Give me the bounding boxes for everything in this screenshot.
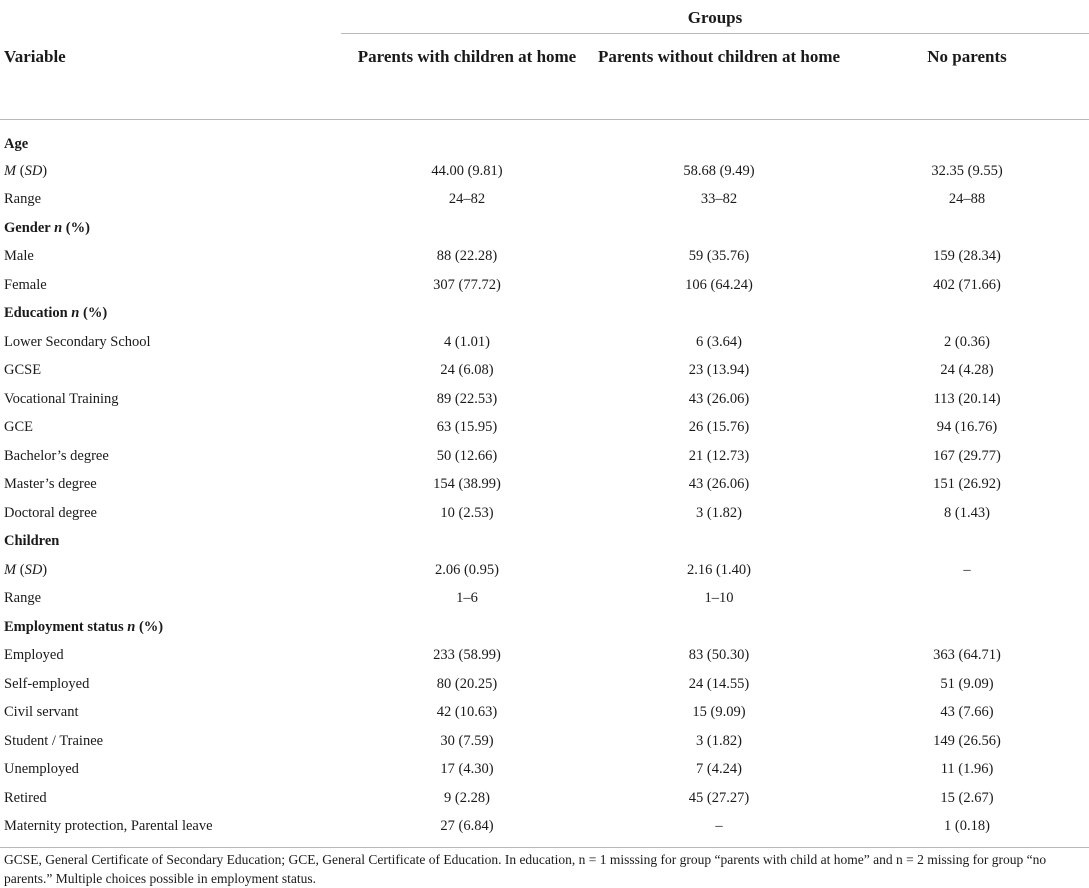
label-part: n bbox=[54, 219, 63, 236]
value-parents-with-children: 63 (15.95) bbox=[436, 419, 498, 436]
section-row bbox=[0, 214, 1089, 243]
table-row bbox=[0, 243, 1089, 272]
value-no-parents: 43 (7.66) bbox=[940, 704, 994, 721]
value-parents-with-children: 89 (22.53) bbox=[436, 390, 498, 407]
value-no-parents bbox=[845, 528, 1089, 557]
value-parents-without-children: – bbox=[593, 813, 845, 848]
table-row bbox=[0, 585, 1089, 614]
table-row bbox=[0, 784, 1089, 813]
value-parents-with-children: 9 (2.28) bbox=[444, 789, 490, 806]
table-row bbox=[0, 642, 1089, 671]
value-parents-without-children: 7 (4.24) bbox=[696, 761, 742, 778]
value-no-parents: 51 (9.09) bbox=[940, 675, 994, 692]
label-part: Maternity protection, Parental leave bbox=[4, 818, 213, 835]
section-label bbox=[0, 300, 341, 329]
label-part: Bachelor’s degree bbox=[4, 447, 109, 464]
label-part: Male bbox=[4, 248, 34, 265]
row-label bbox=[0, 556, 341, 585]
row-label bbox=[0, 670, 341, 699]
table-row bbox=[0, 442, 1089, 471]
label-part: Range bbox=[4, 191, 42, 208]
label-part: Vocational Training bbox=[4, 390, 119, 407]
table-row bbox=[0, 471, 1089, 500]
table-row bbox=[0, 271, 1089, 300]
value-parents-without-children: 6 (3.64) bbox=[696, 333, 742, 350]
value-parents-without-children bbox=[593, 214, 845, 243]
value-parents-with-children: 307 (77.72) bbox=[433, 276, 501, 293]
label-part: Civil servant bbox=[4, 704, 79, 721]
header-columns-row bbox=[0, 34, 1089, 120]
label-part: Education bbox=[4, 305, 72, 322]
row-label bbox=[0, 157, 341, 186]
value-parents-with-children: 88 (22.28) bbox=[436, 248, 498, 265]
table-row bbox=[0, 499, 1089, 528]
value-parents-without-children bbox=[593, 120, 845, 158]
row-label bbox=[0, 813, 341, 848]
value-no-parents bbox=[845, 300, 1089, 329]
value-no-parents: 402 (71.66) bbox=[933, 276, 1001, 293]
label-part: GCE bbox=[4, 419, 33, 436]
label-part: (%) bbox=[135, 618, 164, 635]
section-label bbox=[0, 528, 341, 557]
value-parents-with-children: 233 (58.99) bbox=[433, 647, 501, 664]
value-parents-with-children: 44.00 (9.81) bbox=[431, 162, 503, 179]
value-parents-with-children: 154 (38.99) bbox=[433, 476, 501, 493]
value-no-parents: 2 (0.36) bbox=[944, 333, 990, 350]
header-groups-row bbox=[0, 0, 1089, 34]
value-no-parents: 15 (2.67) bbox=[940, 789, 994, 806]
label-part: Retired bbox=[4, 789, 47, 806]
table-row bbox=[0, 414, 1089, 443]
label-part: Children bbox=[4, 533, 60, 550]
label-part: Employed bbox=[4, 647, 64, 664]
value-parents-with-children: 24–82 bbox=[448, 191, 486, 208]
value-parents-with-children: 1–6 bbox=[456, 590, 478, 607]
value-no-parents bbox=[845, 585, 1089, 614]
value-parents-with-children: 42 (10.63) bbox=[436, 704, 498, 721]
value-parents-without-children: 106 (64.24) bbox=[685, 276, 753, 293]
label-part: Unemployed bbox=[4, 761, 79, 778]
value-no-parents: 32.35 (9.55) bbox=[931, 162, 1003, 179]
value-no-parents bbox=[845, 613, 1089, 642]
value-parents-without-children: 24 (14.55) bbox=[688, 675, 750, 692]
value-no-parents: 24 (4.28) bbox=[940, 362, 994, 379]
value-parents-with-children: 17 (4.30) bbox=[440, 761, 494, 778]
row-label bbox=[0, 357, 341, 386]
label-part: n bbox=[71, 305, 80, 322]
value-parents-without-children: 45 (27.27) bbox=[688, 789, 750, 806]
table-row bbox=[0, 670, 1089, 699]
section-row bbox=[0, 300, 1089, 329]
column-heading-parents-with-children: Parents with children at home bbox=[341, 34, 593, 120]
value-parents-without-children: 43 (26.06) bbox=[688, 390, 750, 407]
value-parents-without-children: 26 (15.76) bbox=[688, 419, 750, 436]
row-label bbox=[0, 784, 341, 813]
value-parents-without-children: 15 (9.09) bbox=[692, 704, 746, 721]
value-parents-without-children: 3 (1.82) bbox=[696, 732, 742, 749]
row-label bbox=[0, 585, 341, 614]
value-parents-without-children: 83 (50.30) bbox=[688, 647, 750, 664]
label-part: (SD) bbox=[16, 561, 48, 578]
table-header bbox=[0, 0, 1089, 120]
table-row bbox=[0, 157, 1089, 186]
row-label bbox=[0, 727, 341, 756]
table-row bbox=[0, 699, 1089, 728]
section-label bbox=[0, 613, 341, 642]
table-row bbox=[0, 813, 1089, 848]
table-body bbox=[0, 120, 1089, 848]
value-parents-with-children: 2.06 (0.95) bbox=[434, 561, 500, 578]
label-part: GCSE bbox=[4, 362, 42, 379]
value-parents-without-children bbox=[593, 528, 845, 557]
value-parents-without-children bbox=[593, 613, 845, 642]
label-part: M bbox=[4, 162, 17, 179]
value-no-parents: 363 (64.71) bbox=[933, 647, 1001, 664]
value-parents-without-children: 43 (26.06) bbox=[688, 476, 750, 493]
variable-heading: Variable bbox=[0, 34, 341, 120]
label-part: Female bbox=[4, 276, 47, 293]
value-no-parents bbox=[845, 214, 1089, 243]
value-parents-without-children: 21 (12.73) bbox=[688, 447, 750, 464]
value-no-parents: 167 (29.77) bbox=[933, 447, 1001, 464]
label-part: Gender bbox=[4, 219, 55, 236]
row-label bbox=[0, 243, 341, 272]
value-parents-with-children: 30 (7.59) bbox=[440, 732, 494, 749]
table-row bbox=[0, 556, 1089, 585]
label-part: Doctoral degree bbox=[4, 504, 97, 521]
value-parents-with-children: 80 (20.25) bbox=[436, 675, 498, 692]
value-no-parents: 11 (1.96) bbox=[940, 761, 994, 778]
value-no-parents: 159 (28.34) bbox=[933, 248, 1001, 265]
value-parents-with-children bbox=[341, 613, 593, 642]
value-parents-without-children: 2.16 (1.40) bbox=[686, 561, 752, 578]
section-label bbox=[0, 120, 341, 158]
row-label bbox=[0, 756, 341, 785]
row-label bbox=[0, 385, 341, 414]
table-row bbox=[0, 357, 1089, 386]
label-part: Range bbox=[4, 590, 42, 607]
row-label bbox=[0, 414, 341, 443]
label-part: M bbox=[4, 561, 17, 578]
value-parents-without-children: 33–82 bbox=[700, 191, 738, 208]
row-label bbox=[0, 471, 341, 500]
label-part: (%) bbox=[62, 219, 90, 236]
header-spacer bbox=[0, 0, 341, 34]
table-row bbox=[0, 186, 1089, 215]
value-parents-with-children: 50 (12.66) bbox=[436, 447, 498, 464]
value-parents-with-children: 24 (6.08) bbox=[440, 362, 494, 379]
value-parents-with-children: 27 (6.84) bbox=[341, 813, 593, 848]
groups-heading: Groups bbox=[341, 0, 1089, 34]
label-part: n bbox=[127, 618, 136, 635]
value-parents-without-children bbox=[593, 300, 845, 329]
table-row bbox=[0, 328, 1089, 357]
row-label bbox=[0, 328, 341, 357]
row-label bbox=[0, 642, 341, 671]
table-row bbox=[0, 385, 1089, 414]
value-parents-without-children: 58.68 (9.49) bbox=[683, 162, 755, 179]
section-row bbox=[0, 613, 1089, 642]
label-part: Employment status bbox=[4, 618, 128, 635]
value-no-parents bbox=[845, 120, 1089, 158]
value-parents-with-children bbox=[341, 120, 593, 158]
value-parents-without-children: 1–10 bbox=[704, 590, 734, 607]
row-label bbox=[0, 271, 341, 300]
value-parents-with-children bbox=[341, 300, 593, 329]
value-no-parents: 113 (20.14) bbox=[933, 390, 1001, 407]
label-part: Master’s degree bbox=[4, 476, 97, 493]
section-row bbox=[0, 120, 1089, 158]
value-no-parents: 24–88 bbox=[948, 191, 986, 208]
table-row bbox=[0, 727, 1089, 756]
label-part: (%) bbox=[79, 305, 108, 322]
label-part: Lower Secondary School bbox=[4, 333, 151, 350]
value-no-parents: 1 (0.18) bbox=[845, 813, 1089, 848]
section-row bbox=[0, 528, 1089, 557]
label-part: Student / Trainee bbox=[4, 732, 104, 749]
row-label bbox=[0, 186, 341, 215]
value-no-parents: 151 (26.92) bbox=[933, 476, 1001, 493]
value-parents-with-children: 4 (1.01) bbox=[444, 333, 490, 350]
value-no-parents: 94 (16.76) bbox=[936, 419, 998, 436]
value-parents-without-children: 59 (35.76) bbox=[688, 248, 750, 265]
value-parents-with-children bbox=[341, 528, 593, 557]
section-label bbox=[0, 214, 341, 243]
value-no-parents: 149 (26.56) bbox=[933, 732, 1001, 749]
value-parents-without-children: 3 (1.82) bbox=[696, 504, 742, 521]
label-part: Age bbox=[4, 136, 29, 152]
row-label bbox=[0, 699, 341, 728]
column-heading-parents-without-children: Parents without children at home bbox=[593, 34, 845, 120]
value-parents-with-children: 10 (2.53) bbox=[440, 504, 494, 521]
label-part: Self-employed bbox=[4, 675, 90, 692]
value-parents-without-children: 23 (13.94) bbox=[688, 362, 750, 379]
label-part: (SD) bbox=[16, 162, 48, 179]
table-row bbox=[0, 756, 1089, 785]
value-no-parents: 8 (1.43) bbox=[944, 504, 990, 521]
row-label bbox=[0, 442, 341, 471]
table-footnote: GCSE, General Certificate of Secondary Education; GCE, General Certificate of Education. In education, n = 1 misssing for group “parents with child at home” and n = 2 missing for group “no parents.” Multiple choices possible in employment status. bbox=[4, 852, 1047, 886]
row-label bbox=[0, 499, 341, 528]
column-heading-no-parents: No parents bbox=[845, 34, 1089, 120]
value-no-parents: – bbox=[963, 561, 971, 578]
value-parents-with-children bbox=[341, 214, 593, 243]
